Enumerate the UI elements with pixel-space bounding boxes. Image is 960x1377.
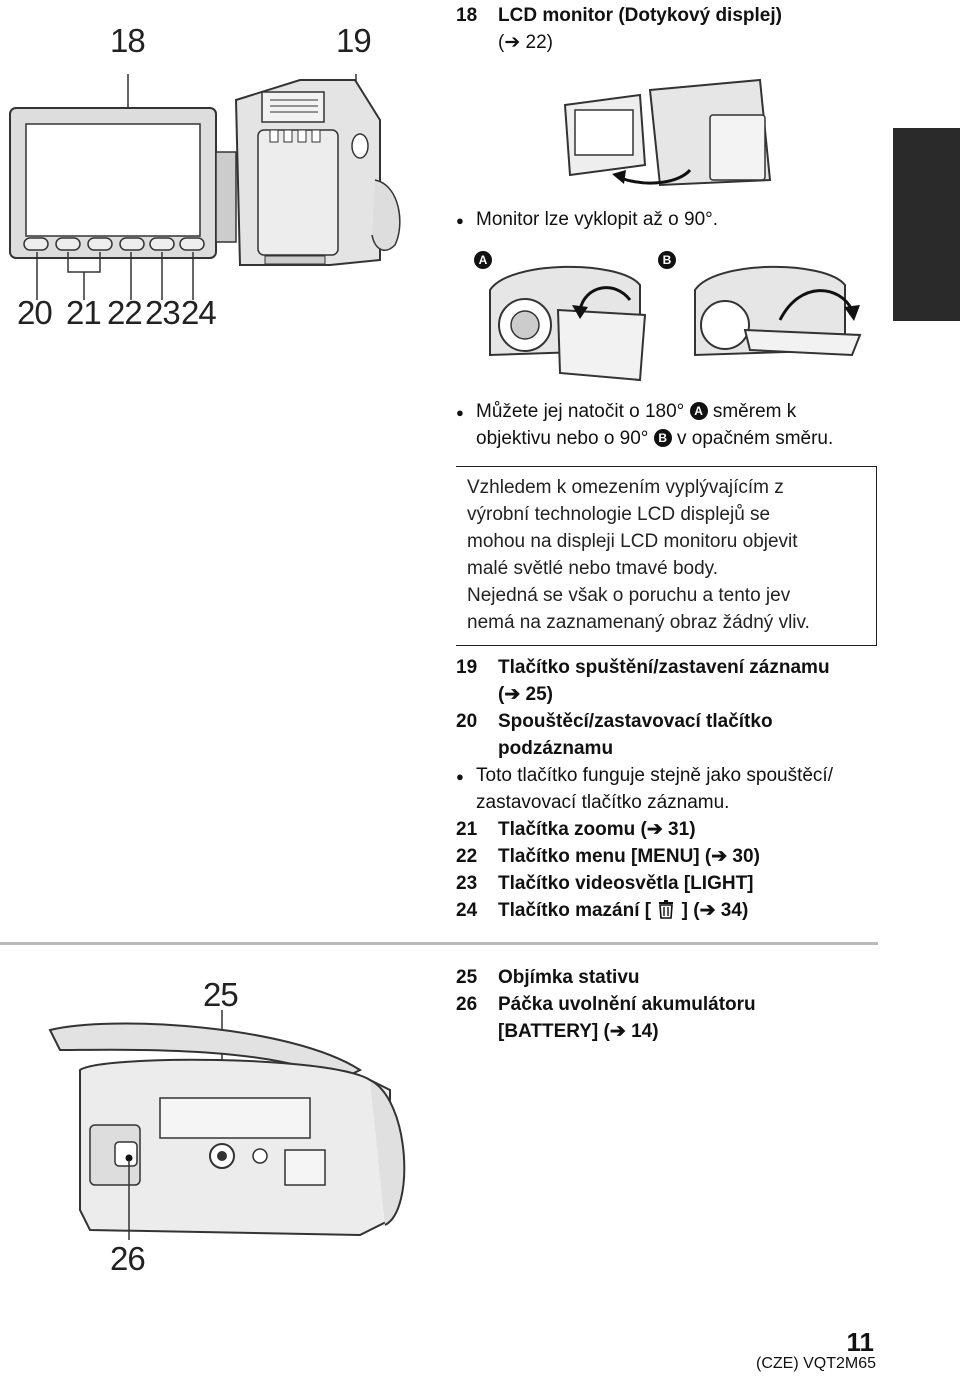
callout-18: 18 <box>110 22 145 59</box>
item-title-cont: [BATTERY] (➔ 14) <box>498 1021 659 1042</box>
note-line: nemá na zaznamenaný obraz žádný vliv. <box>467 612 810 633</box>
bullet-text: zastavovací tlačítko záznamu. <box>476 792 730 813</box>
note-text <box>467 474 810 636</box>
item-list <box>456 654 886 924</box>
document-code: (CZE) VQT2M65 <box>755 1355 876 1372</box>
item-title: Tlačítko mazání [ <box>498 900 652 921</box>
item-number: 23 <box>456 873 478 894</box>
item-number: 24 <box>456 900 478 921</box>
rotation-illustration <box>480 255 880 390</box>
monitor-open-illustration <box>560 70 780 190</box>
item-18 <box>456 2 782 56</box>
bullet-text: Můžete jej natočit o 180° <box>476 401 685 422</box>
item-title: Tlačítko videosvětla [LIGHT] <box>498 873 754 894</box>
bullet-text: objektivu nebo o 90° <box>476 428 649 449</box>
lcd-monitor-illustration <box>0 60 420 310</box>
trash-icon <box>656 899 676 919</box>
callout-21: 21 <box>66 294 101 331</box>
item-title: Tlačítko spuštění/zastavení záznamu <box>498 657 830 678</box>
item-title: Tlačítko menu [MENU] (➔ 30) <box>498 846 760 867</box>
bullet-tilt: ● Monitor lze vyklopit až o 90°. <box>456 206 718 233</box>
callout-22: 22 <box>107 294 142 331</box>
bullet-text: Toto tlačítko funguje stejně jako spouštěcí/ <box>476 765 833 786</box>
bullet-rotate <box>456 398 833 452</box>
note-line: mohou na displeji LCD monitoru objevit <box>467 531 798 552</box>
callout-19: 19 <box>336 22 371 59</box>
item-number: 26 <box>456 994 478 1015</box>
item-number: 21 <box>456 819 478 840</box>
callout-24: 24 <box>181 294 216 331</box>
note-line: Vzhledem k omezením vyplývajícím z <box>467 477 784 498</box>
item-title-cont: podzáznamu <box>498 738 614 759</box>
bullet-sub <box>456 762 833 816</box>
camera-bottom-illustration <box>30 1010 430 1250</box>
item-ref: (➔ 22) <box>498 32 553 53</box>
item-number: 20 <box>456 711 478 732</box>
item-ref: (➔ 25) <box>498 684 553 705</box>
item-title: ] (➔ 34) <box>681 900 749 921</box>
callout-20: 20 <box>17 294 52 331</box>
item-title: Objímka stativu <box>498 967 640 988</box>
label-a: A <box>474 251 492 269</box>
bullet-text: v opačném směru. <box>676 428 834 449</box>
label-b-inline: B <box>654 429 672 447</box>
page-number: 11 <box>846 1327 874 1357</box>
note-line: Nejedná se však o poruchu a tento jev <box>467 585 791 606</box>
callout-26: 26 <box>110 1240 145 1277</box>
item-title: Spouštěcí/zastavovací tlačítko <box>498 711 773 732</box>
item-title: Tlačítka zoomu (➔ 31) <box>498 819 696 840</box>
callout-25: 25 <box>203 976 238 1013</box>
item-number: 22 <box>456 846 478 867</box>
label-b: B <box>658 251 676 269</box>
item-title: LCD monitor (Dotykový displej) <box>498 5 782 26</box>
item-title: Páčka uvolnění akumulátoru <box>498 994 756 1015</box>
label-a-inline: A <box>690 402 708 420</box>
item-list-2 <box>456 964 756 1045</box>
note-line: výrobní technologie LCD displejů se <box>467 504 771 525</box>
section-tab <box>893 128 960 321</box>
item-number: 25 <box>456 967 478 988</box>
callout-23: 23 <box>145 294 180 331</box>
note-line: malé světlé nebo tmavé body. <box>467 558 719 579</box>
bullet-text: směrem k <box>712 401 797 422</box>
item-number: 19 <box>456 657 478 678</box>
section-divider <box>0 942 878 945</box>
item-number: 18 <box>456 5 478 26</box>
